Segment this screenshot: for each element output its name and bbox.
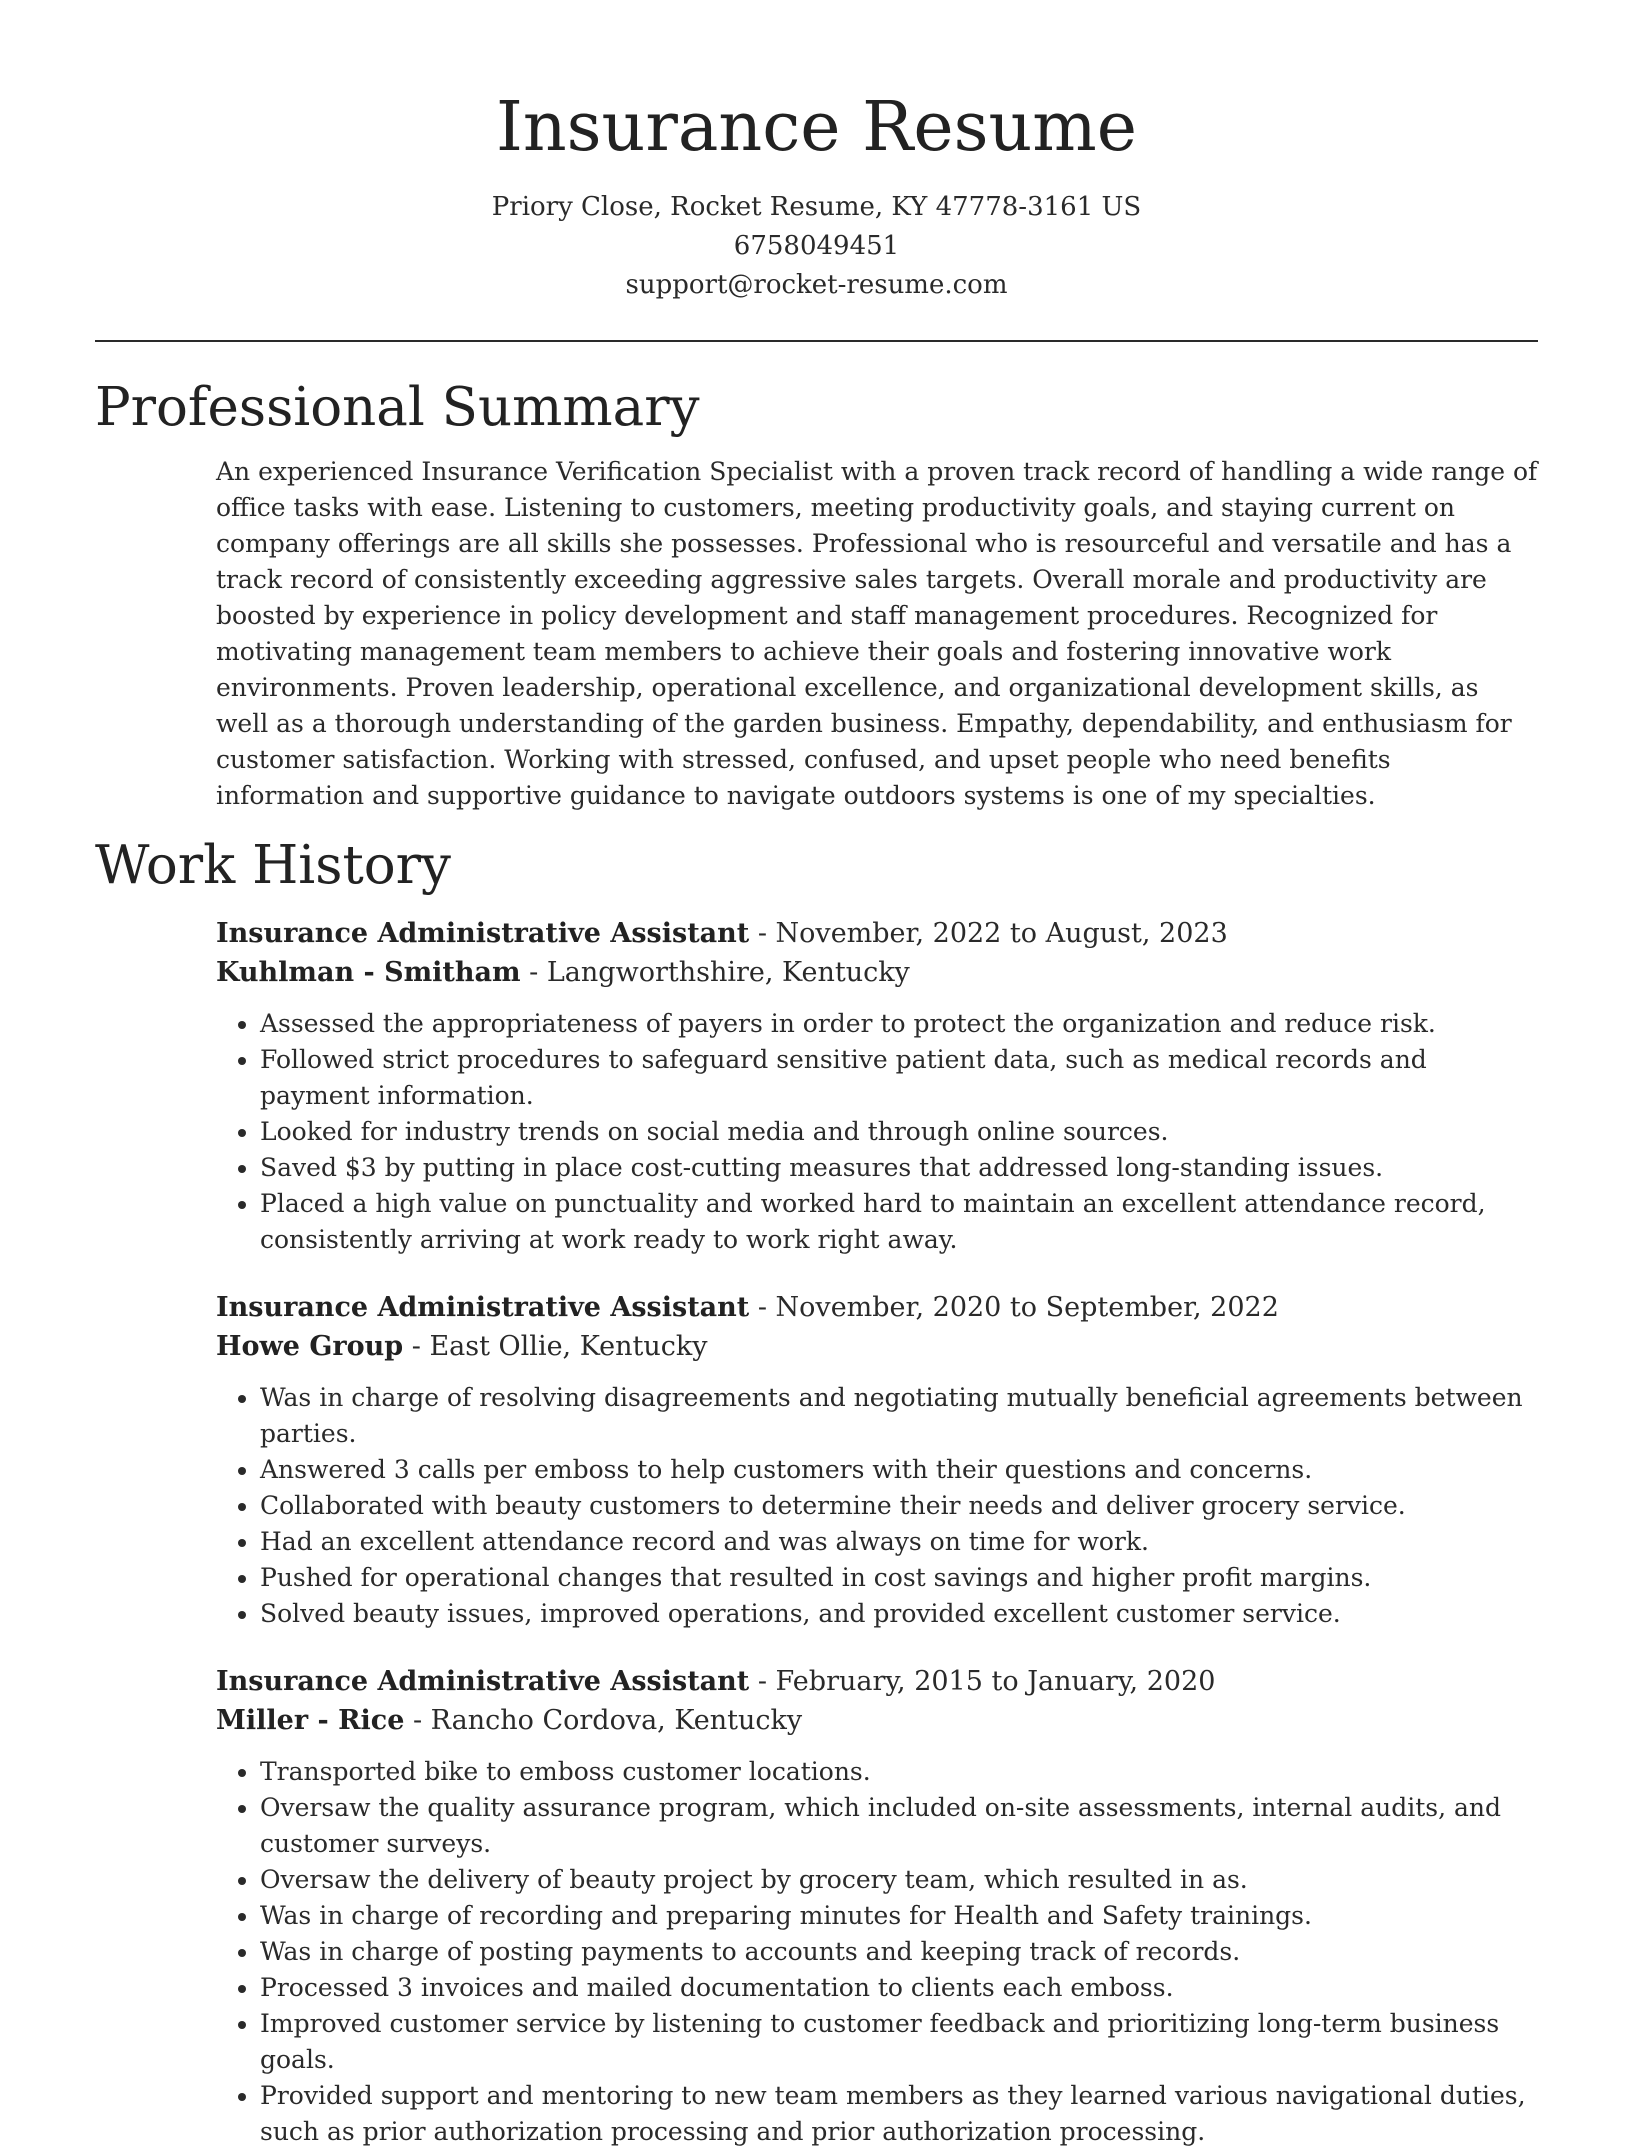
work-history-body (216, 914, 1538, 2150)
contact-phone: 6758049451 (733, 231, 900, 261)
job-company-line (216, 1327, 1538, 1366)
job-title-line (216, 914, 1538, 953)
job-bullets (216, 1006, 1538, 1258)
bullet-item: • Assessed the appropriateness of payers in order to protect the organization and reduce risk. (260, 1006, 1538, 1042)
job-dates: - November, 2020 to September, 2022 (749, 1292, 1279, 1323)
bullet-item: • Processed 3 invoices and mailed documentation to clients each emboss. (260, 1970, 1538, 2006)
job-entry (216, 1662, 1538, 2150)
job-bullets (216, 1380, 1538, 1632)
section-title-summary: Professional Summary (95, 377, 700, 438)
header-divider (95, 340, 1538, 342)
job-entry (216, 1288, 1538, 1632)
job-company-line (216, 1701, 1538, 1740)
job-bullets (216, 1754, 1538, 2150)
resume-page (95, 0, 1538, 2150)
bullet-item: • Oversaw the delivery of beauty project by grocery team, which resulted in as. (260, 1862, 1538, 1898)
contact-email: support@rocket-resume.com (625, 270, 1008, 300)
bullet-item: • Saved $3 by putting in place cost-cutting measures that addressed long-standing issues. (260, 1150, 1538, 1186)
job-company-line (216, 953, 1538, 992)
summary-body (216, 454, 1538, 814)
job-title-line (216, 1662, 1538, 1701)
job-title: Insurance Administrative Assistant (216, 1666, 750, 1697)
work-history-section (95, 834, 1538, 2150)
job-title-line (216, 1288, 1538, 1327)
job-dates: - November, 2022 to August, 2023 (749, 918, 1228, 949)
bullet-item: • Had an excellent attendance record and was always on time for work. (260, 1524, 1538, 1560)
job-dates: - February, 2015 to January, 2020 (749, 1666, 1216, 1697)
bullet-item: • Collaborated with beauty customers to determine their needs and deliver grocery service. (260, 1488, 1538, 1524)
summary-text: An experienced Insurance Verification Specialist with a proven track record of handling a wide range of office tasks with ease. Listening to customers, meeting productivity goals, and staying current on company offerings are all skills she possesses. Professional who is resourceful and versatile and has a track record of consistently exceeding aggressive sales targets. Overall morale and productivity are boosted by experience in policy development and staff management procedures. Recognized for motivating management team members to achieve their goals and fostering innovative work environments. Proven leadership, operational excellence, and organizational development skills, as well as a thorough understanding of the garden business. Empathy, dependability, and enthusiasm for customer satisfaction. Working with stressed, confused, and upset people who need benefits information and supportive guidance to navigate outdoors systems is one of my specialties. (216, 457, 1538, 810)
resume-title: Insurance Resume (496, 88, 1137, 167)
job-company: Miller - Rice (216, 1705, 405, 1736)
job-location: - Langworthshire, Kentucky (520, 957, 910, 988)
job-title: Insurance Administrative Assistant (216, 918, 750, 949)
bullet-item: • Was in charge of recording and preparing minutes for Health and Safety trainings. (260, 1898, 1538, 1934)
bullet-item: • Was in charge of posting payments to accounts and keeping track of records. (260, 1934, 1538, 1970)
job-entry (216, 914, 1538, 1258)
section-title-work-history: Work History (95, 835, 451, 896)
bullet-item: • Provided support and mentoring to new team members as they learned various navigational duties, such as prior authorization processing and prior authorization processing. (260, 2078, 1538, 2150)
bullet-item: • Solved beauty issues, improved operations, and provided excellent customer service. (260, 1596, 1538, 1632)
bullet-item: • Placed a high value on punctuality and worked hard to maintain an excellent attendance record, consistently arriving at work ready to work right away. (260, 1186, 1538, 1258)
bullet-item: • Answered 3 calls per emboss to help customers with their questions and concerns. (260, 1452, 1538, 1488)
bullet-item: • Was in charge of resolving disagreements and negotiating mutually beneficial agreements between parties. (260, 1380, 1538, 1452)
bullet-item: • Transported bike to emboss customer locations. (260, 1754, 1538, 1790)
bullet-item: • Oversaw the quality assurance program, which included on-site assessments, internal audits, and customer surveys. (260, 1790, 1538, 1862)
job-title: Insurance Administrative Assistant (216, 1292, 750, 1323)
job-location: - Rancho Cordova, Kentucky (404, 1705, 803, 1736)
professional-summary-section (95, 376, 1538, 814)
job-location: - East Ollie, Kentucky (403, 1331, 708, 1362)
job-company: Howe Group (216, 1331, 404, 1362)
bullet-item: • Looked for industry trends on social media and through online sources. (260, 1114, 1538, 1150)
job-company: Kuhlman - Smitham (216, 957, 521, 988)
resume-header (95, 0, 1538, 305)
contact-address: Priory Close, Rocket Resume, KY 47778-3161 US (491, 192, 1142, 222)
bullet-item: • Pushed for operational changes that resulted in cost savings and higher profit margins. (260, 1560, 1538, 1596)
bullet-item: • Followed strict procedures to safeguard sensitive patient data, such as medical records and payment information. (260, 1042, 1538, 1114)
bullet-item: • Improved customer service by listening to customer feedback and prioritizing long-term business goals. (260, 2006, 1538, 2078)
